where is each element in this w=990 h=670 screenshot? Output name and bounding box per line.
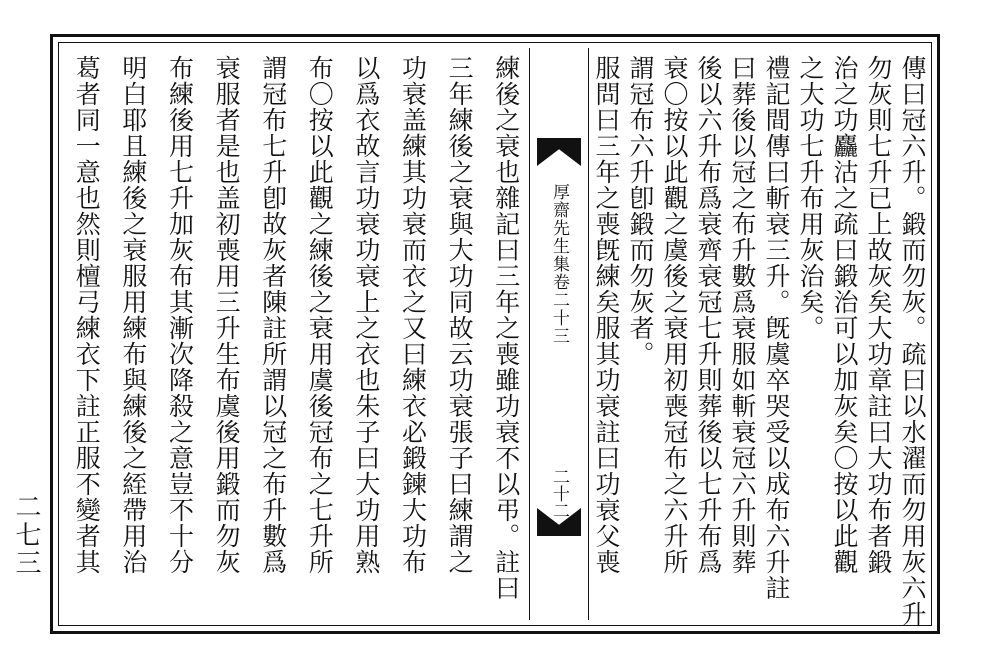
text-column: 後以六升布爲衰齊衰冠七升則葬後以七升布爲 [694, 55, 723, 575]
text-column: 葛者同一意也然則檀弓練衣下註正服不變者其 [72, 55, 102, 575]
text-column: 勿灰則七升已上故灰矣大功章註曰大功布者鍛 [864, 55, 893, 575]
text-column: 禮記間傳曰斬衰三升。旣虞卒哭受以成布六升註 [762, 55, 791, 601]
page-frame-inner [58, 42, 932, 626]
fishtail-top-icon [537, 138, 581, 166]
text-column: 傳曰冠六升。鍛而勿灰。疏曰以水濯而勿用灰六升 [898, 55, 927, 627]
book-title: 厚齋先生集卷二十三 [549, 183, 569, 345]
text-column: 服問曰三年之喪旣練矣服其功衰註曰功衰父喪 [592, 55, 621, 575]
text-column: 布練後用七升加灰布其漸次降殺之意豈不十分 [165, 55, 195, 575]
text-column: 之大功七升布用灰治矣。 [796, 55, 825, 341]
fold-line-left [529, 48, 530, 620]
center-fold [529, 48, 589, 620]
text-column: 謂冠布七升卽故灰者陳註所謂以冠之布升數爲 [258, 55, 288, 575]
text-column: 治之功麤沽之疏曰鍛治可以加灰矣〇按以此觀 [830, 55, 859, 575]
text-column: 明白耶且練後之衰服用練布與練後之絰帶用治 [118, 55, 148, 575]
text-column: 謂冠布六升卽鍛而勿灰者。 [626, 55, 655, 367]
text-column: 三年練後之衰與大功同故云功衰張子曰練謂之 [445, 55, 475, 575]
text-column: 以爲衣故言功衰功衰上之衣也朱子曰大功用熟 [351, 55, 381, 575]
text-column: 衰〇按以此觀之虞後之衰用初喪冠布之六升所 [660, 55, 689, 575]
text-column: 衰服者是也盖初喪用三升生布虞後用鍛而勿灰 [212, 55, 242, 575]
text-column: 曰葬後以冠之布升數爲衰服如斬衰冠六升則葬 [728, 55, 757, 575]
text-column: 練後之衰也雜記曰三年之喪雖功衰不以弔。註曰 [491, 55, 521, 601]
text-column: 功衰盖練其功衰而衣之又曰練衣必鍛鍊大功布 [398, 55, 428, 575]
text-column: 布〇按以此觀之練後之衰用虞後冠布之七升所 [305, 55, 335, 575]
outer-page-number: 二七三 [11, 493, 41, 577]
folio-number: 二十二 [549, 468, 569, 519]
page-frame [50, 34, 940, 634]
